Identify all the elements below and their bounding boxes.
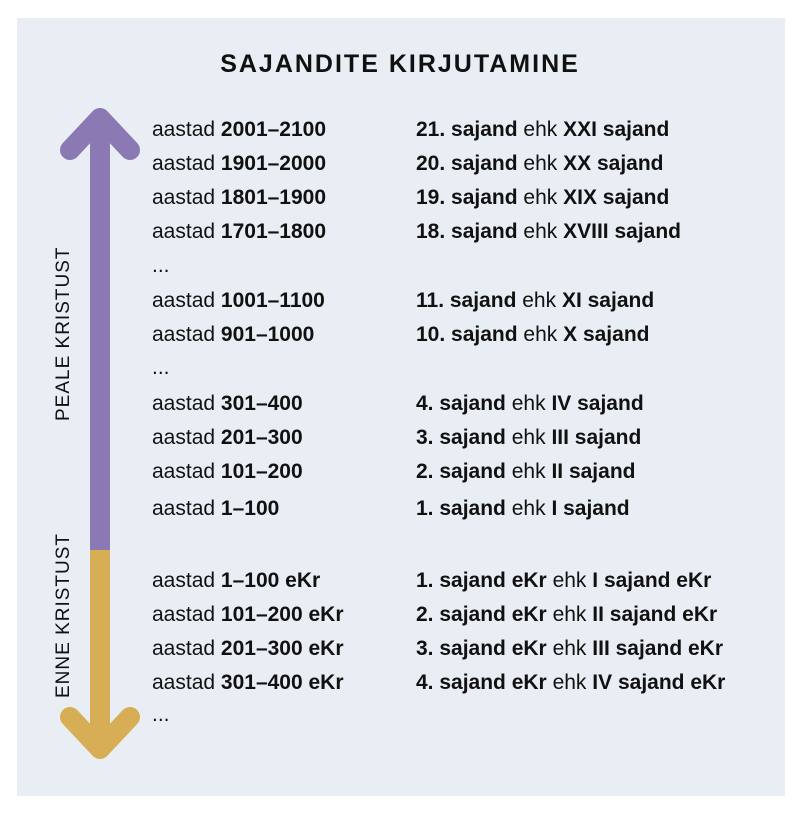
century-arabic: 1. sajand	[416, 497, 506, 520]
century-name	[416, 457, 635, 487]
or-word: ehk	[511, 426, 546, 449]
ellipsis: ...	[152, 703, 170, 726]
year-range	[152, 217, 326, 247]
years-word: aastad	[152, 289, 216, 312]
year-range	[152, 600, 344, 630]
years-word: aastad	[152, 186, 216, 209]
century-name	[416, 286, 654, 316]
year-range-value: 1–100 eKr	[220, 569, 321, 592]
year-range	[152, 423, 303, 453]
century-arabic: 2. sajand eKr	[416, 603, 547, 626]
year-range	[152, 286, 325, 316]
or-word: ehk	[523, 220, 558, 243]
century-roman: X sajand	[563, 323, 650, 346]
years-word: aastad	[152, 323, 216, 346]
century-row	[0, 217, 800, 247]
century-roman: I sajand	[551, 497, 630, 520]
century-name	[416, 115, 669, 145]
century-roman: XI sajand	[561, 289, 655, 312]
year-range	[152, 668, 344, 698]
year-range-value: 201–300	[220, 426, 303, 449]
years-word: aastad	[152, 637, 216, 660]
years-word: aastad	[152, 497, 216, 520]
or-word: ehk	[523, 118, 558, 141]
century-arabic: 11. sajand	[416, 289, 517, 312]
ellipsis: ...	[152, 356, 170, 379]
century-name	[416, 668, 725, 698]
century-arabic: 4. sajand eKr	[416, 671, 547, 694]
year-range-value: 101–200 eKr	[220, 603, 344, 626]
years-word: aastad	[152, 460, 216, 483]
or-word: ehk	[511, 392, 546, 415]
century-name	[416, 634, 723, 664]
century-roman: I sajand eKr	[592, 569, 712, 592]
year-range	[152, 634, 344, 664]
or-word: ehk	[523, 186, 558, 209]
century-roman: III sajand eKr	[592, 637, 723, 660]
or-word: ehk	[511, 460, 546, 483]
years-word: aastad	[152, 220, 216, 243]
century-row	[0, 634, 800, 664]
year-range	[152, 566, 320, 596]
year-range-value: 1801–1900	[220, 186, 327, 209]
century-roman: IV sajand	[551, 392, 644, 415]
or-word: ehk	[523, 323, 558, 346]
century-arabic: 21. sajand	[416, 118, 518, 141]
year-range	[152, 494, 279, 524]
century-row	[0, 320, 800, 350]
century-row	[0, 600, 800, 630]
century-name	[416, 600, 717, 630]
years-word: aastad	[152, 152, 216, 175]
century-arabic: 20. sajand	[416, 152, 518, 175]
year-range	[152, 183, 326, 213]
years-word: aastad	[152, 118, 216, 141]
century-arabic: 3. sajand	[416, 426, 506, 449]
century-name	[416, 217, 681, 247]
ad-label: PEALE KRISTUST	[53, 246, 74, 421]
years-word: aastad	[152, 671, 216, 694]
century-roman: XXI sajand	[563, 118, 670, 141]
year-range-value: 901–1000	[220, 323, 315, 346]
year-range-value: 1–100	[220, 497, 280, 520]
century-row	[0, 149, 800, 179]
century-name	[416, 423, 641, 453]
year-range	[152, 457, 303, 487]
century-arabic: 18. sajand	[416, 220, 518, 243]
years-word: aastad	[152, 569, 216, 592]
century-row	[0, 494, 800, 524]
century-arabic: 19. sajand	[416, 186, 518, 209]
century-roman: XVIII sajand	[563, 220, 681, 243]
century-row	[0, 423, 800, 453]
or-word: ehk	[552, 569, 587, 592]
bc-label: ENNE KRISTUST	[53, 532, 74, 698]
century-arabic: 1. sajand eKr	[416, 569, 547, 592]
century-row	[0, 566, 800, 596]
century-arabic: 10. sajand	[416, 323, 518, 346]
century-row	[0, 457, 800, 487]
or-word: ehk	[552, 637, 587, 660]
century-roman: IV sajand eKr	[592, 671, 726, 694]
years-word: aastad	[152, 426, 216, 449]
century-name	[416, 320, 649, 350]
century-arabic: 2. sajand	[416, 460, 506, 483]
century-roman: II sajand	[551, 460, 636, 483]
year-range-value: 301–400 eKr	[220, 671, 344, 694]
year-range-value: 101–200	[220, 460, 303, 483]
or-word: ehk	[523, 152, 558, 175]
year-range	[152, 115, 326, 145]
year-range-value: 1901–2000	[220, 152, 327, 175]
year-range-value: 201–300 eKr	[220, 637, 344, 660]
ellipsis: ...	[152, 254, 170, 277]
century-name	[416, 566, 711, 596]
century-row	[0, 115, 800, 145]
year-range	[152, 320, 314, 350]
year-range-value: 1701–1800	[220, 220, 327, 243]
or-word: ehk	[552, 671, 587, 694]
century-name	[416, 494, 630, 524]
year-range-value: 1001–1100	[220, 289, 325, 312]
century-row	[0, 389, 800, 419]
years-word: aastad	[152, 392, 216, 415]
century-roman: III sajand	[551, 426, 642, 449]
century-arabic: 4. sajand	[416, 392, 506, 415]
century-roman: II sajand eKr	[592, 603, 718, 626]
year-range-value: 2001–2100	[220, 118, 327, 141]
century-name	[416, 183, 669, 213]
century-row	[0, 668, 800, 698]
century-arabic: 3. sajand eKr	[416, 637, 547, 660]
century-row	[0, 286, 800, 316]
century-name	[416, 149, 664, 179]
or-word: ehk	[552, 603, 587, 626]
or-word: ehk	[511, 497, 546, 520]
century-roman: XX sajand	[563, 152, 664, 175]
century-roman: XIX sajand	[563, 186, 670, 209]
year-range-value: 301–400	[220, 392, 303, 415]
century-row	[0, 183, 800, 213]
year-range	[152, 389, 303, 419]
years-word: aastad	[152, 603, 216, 626]
century-name	[416, 389, 644, 419]
year-range	[152, 149, 326, 179]
or-word: ehk	[522, 289, 557, 312]
page-title: SAJANDITE KIRJUTAMINE	[220, 50, 580, 78]
